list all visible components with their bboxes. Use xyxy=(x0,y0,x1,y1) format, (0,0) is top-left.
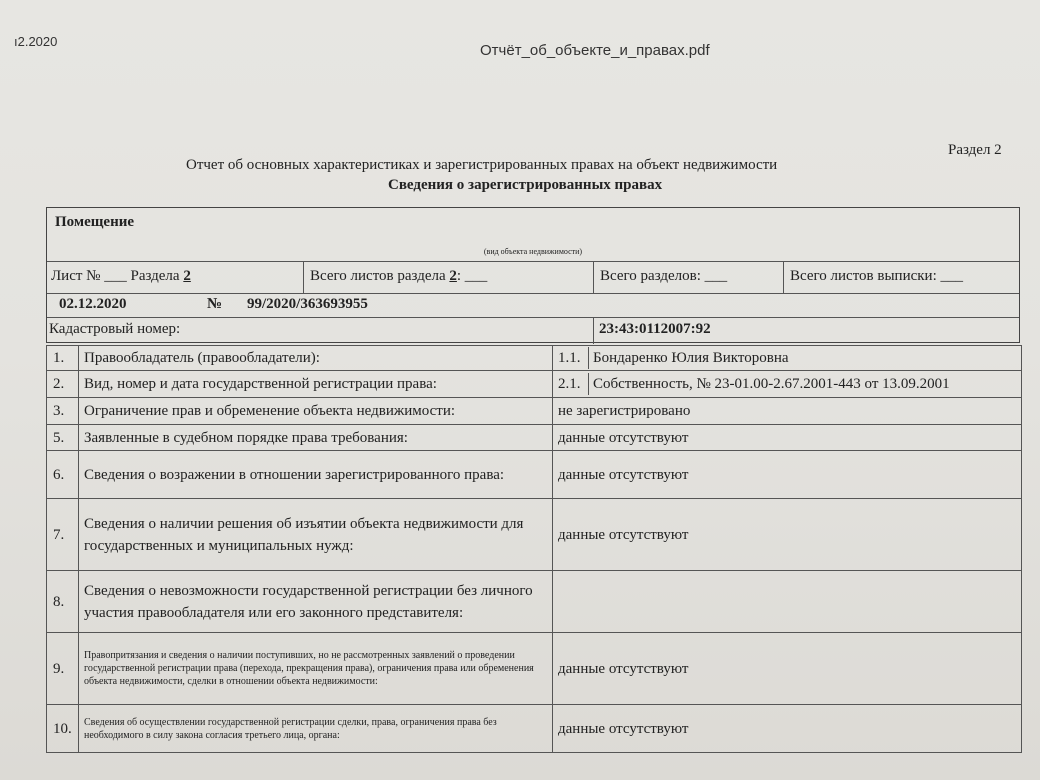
row-number: 8. xyxy=(47,571,79,633)
object-type: Помещение xyxy=(55,214,135,230)
row-subnumber: 1.1. xyxy=(558,347,589,369)
row-label: Сведения о наличии решения об изъятии объекта недвижимости для государственных и муниципальных нужд: xyxy=(79,499,553,571)
report-subtitle: Сведения о зарегистрированных правах xyxy=(388,177,663,193)
total-extract-sheets-label: Всего листов выписки: ___ xyxy=(790,268,963,284)
sheet-number-label: Лист № ___ xyxy=(51,268,127,284)
table-row xyxy=(47,346,1022,371)
total-section-sheets-label: Всего листов раздела xyxy=(310,268,446,284)
rights-table xyxy=(46,345,1022,753)
report-title: Отчет об основных характеристиках и зарегистрированных правах на объект недвижимости xyxy=(186,157,778,173)
row-number: 7. xyxy=(47,499,79,571)
print-date-fragment: ı2.2020 xyxy=(14,34,58,49)
document-date: 02.12.2020 xyxy=(59,296,127,312)
object-type-row xyxy=(47,208,1019,262)
table-row xyxy=(47,633,1022,705)
row-value: не зарегистрировано xyxy=(553,398,1022,425)
row-label: Вид, номер и дата государственной регистрации права: xyxy=(79,371,553,398)
row-value-cell xyxy=(553,346,1022,371)
row-value: Бондаренко Юлия Викторовна xyxy=(593,350,789,366)
sheet-section-cell xyxy=(47,262,303,293)
total-sections-cell xyxy=(593,262,783,293)
row-label: Ограничение прав и обременение объекта недвижимости: xyxy=(79,398,553,425)
row-number: 2. xyxy=(47,371,79,398)
total-extract-sheets-cell xyxy=(783,262,1021,293)
total-section-sheets-suffix: : ___ xyxy=(456,268,488,284)
row-number: 5. xyxy=(47,425,79,451)
total-sections-label: Всего разделов: ___ xyxy=(600,268,728,284)
cadastral-row xyxy=(47,318,1019,344)
row-number: 6. xyxy=(47,451,79,499)
row-value: данные отсутствуют xyxy=(553,633,1022,705)
section-number-label: Раздела xyxy=(130,268,180,284)
section-number-value: 2 xyxy=(183,268,191,284)
total-section-sheets-value: 2 xyxy=(449,268,457,284)
row-value: данные отсутствуют xyxy=(553,451,1022,499)
pdf-filename: Отчёт_об_объекте_и_правах.pdf xyxy=(480,42,710,59)
row-label: Сведения об осуществлении государственной регистрации сделки, права, ограничения права без необходимого в силу закона согласия третьего лица, органа: xyxy=(79,705,553,753)
cadastral-number: 23:43:0112007:92 xyxy=(599,321,711,337)
row-value-cell xyxy=(553,371,1022,398)
row-value: данные отсутствуют xyxy=(553,499,1022,571)
row-value: Собственность, № 23-01.00-2.67.2001-443 от 13.09.2001 xyxy=(593,376,950,392)
cadastral-label: Кадастровый номер: xyxy=(49,321,181,337)
document-date-row xyxy=(47,294,1019,318)
document-number: 99/2020/363693955 xyxy=(247,296,368,312)
row-number: 3. xyxy=(47,398,79,425)
table-row xyxy=(47,451,1022,499)
object-type-note: (вид объекта недвижимости) xyxy=(483,247,583,256)
section-label: Раздел 2 xyxy=(948,142,1002,158)
table-row xyxy=(47,398,1022,425)
object-header-block xyxy=(46,207,1020,343)
document-number-sign: № xyxy=(207,296,223,312)
row-label: Сведения о невозможности государственной регистрации без личного участия правообладателя или его законного представителя: xyxy=(79,571,553,633)
total-section-sheets-cell xyxy=(303,262,593,293)
row-value: данные отсутствуют xyxy=(553,705,1022,753)
row-subnumber: 2.1. xyxy=(558,373,589,395)
row-number: 10. xyxy=(47,705,79,753)
row-value: данные отсутствуют xyxy=(553,425,1022,451)
row-label: Правопритязания и сведения о наличии поступивших, но не рассмотренных заявлений о проведении государственной регистрации права (перехода, прекращения права), ограничения права или обременения объекта недвижимости, сделки в отношении объекта недвижимости: xyxy=(79,633,553,705)
row-label: Сведения о возражении в отношении зарегистрированного права: xyxy=(79,451,553,499)
sheet-info-row xyxy=(47,262,1019,294)
row-number: 9. xyxy=(47,633,79,705)
table-row xyxy=(47,571,1022,633)
row-label: Заявленные в судебном порядке права требования: xyxy=(79,425,553,451)
table-row xyxy=(47,499,1022,571)
row-number: 1. xyxy=(47,346,79,371)
row-label: Правообладатель (правообладатели): xyxy=(79,346,553,371)
table-row xyxy=(47,371,1022,398)
table-row xyxy=(47,705,1022,753)
table-row xyxy=(47,425,1022,451)
cadastral-divider xyxy=(593,318,594,344)
row-value xyxy=(553,571,1022,633)
